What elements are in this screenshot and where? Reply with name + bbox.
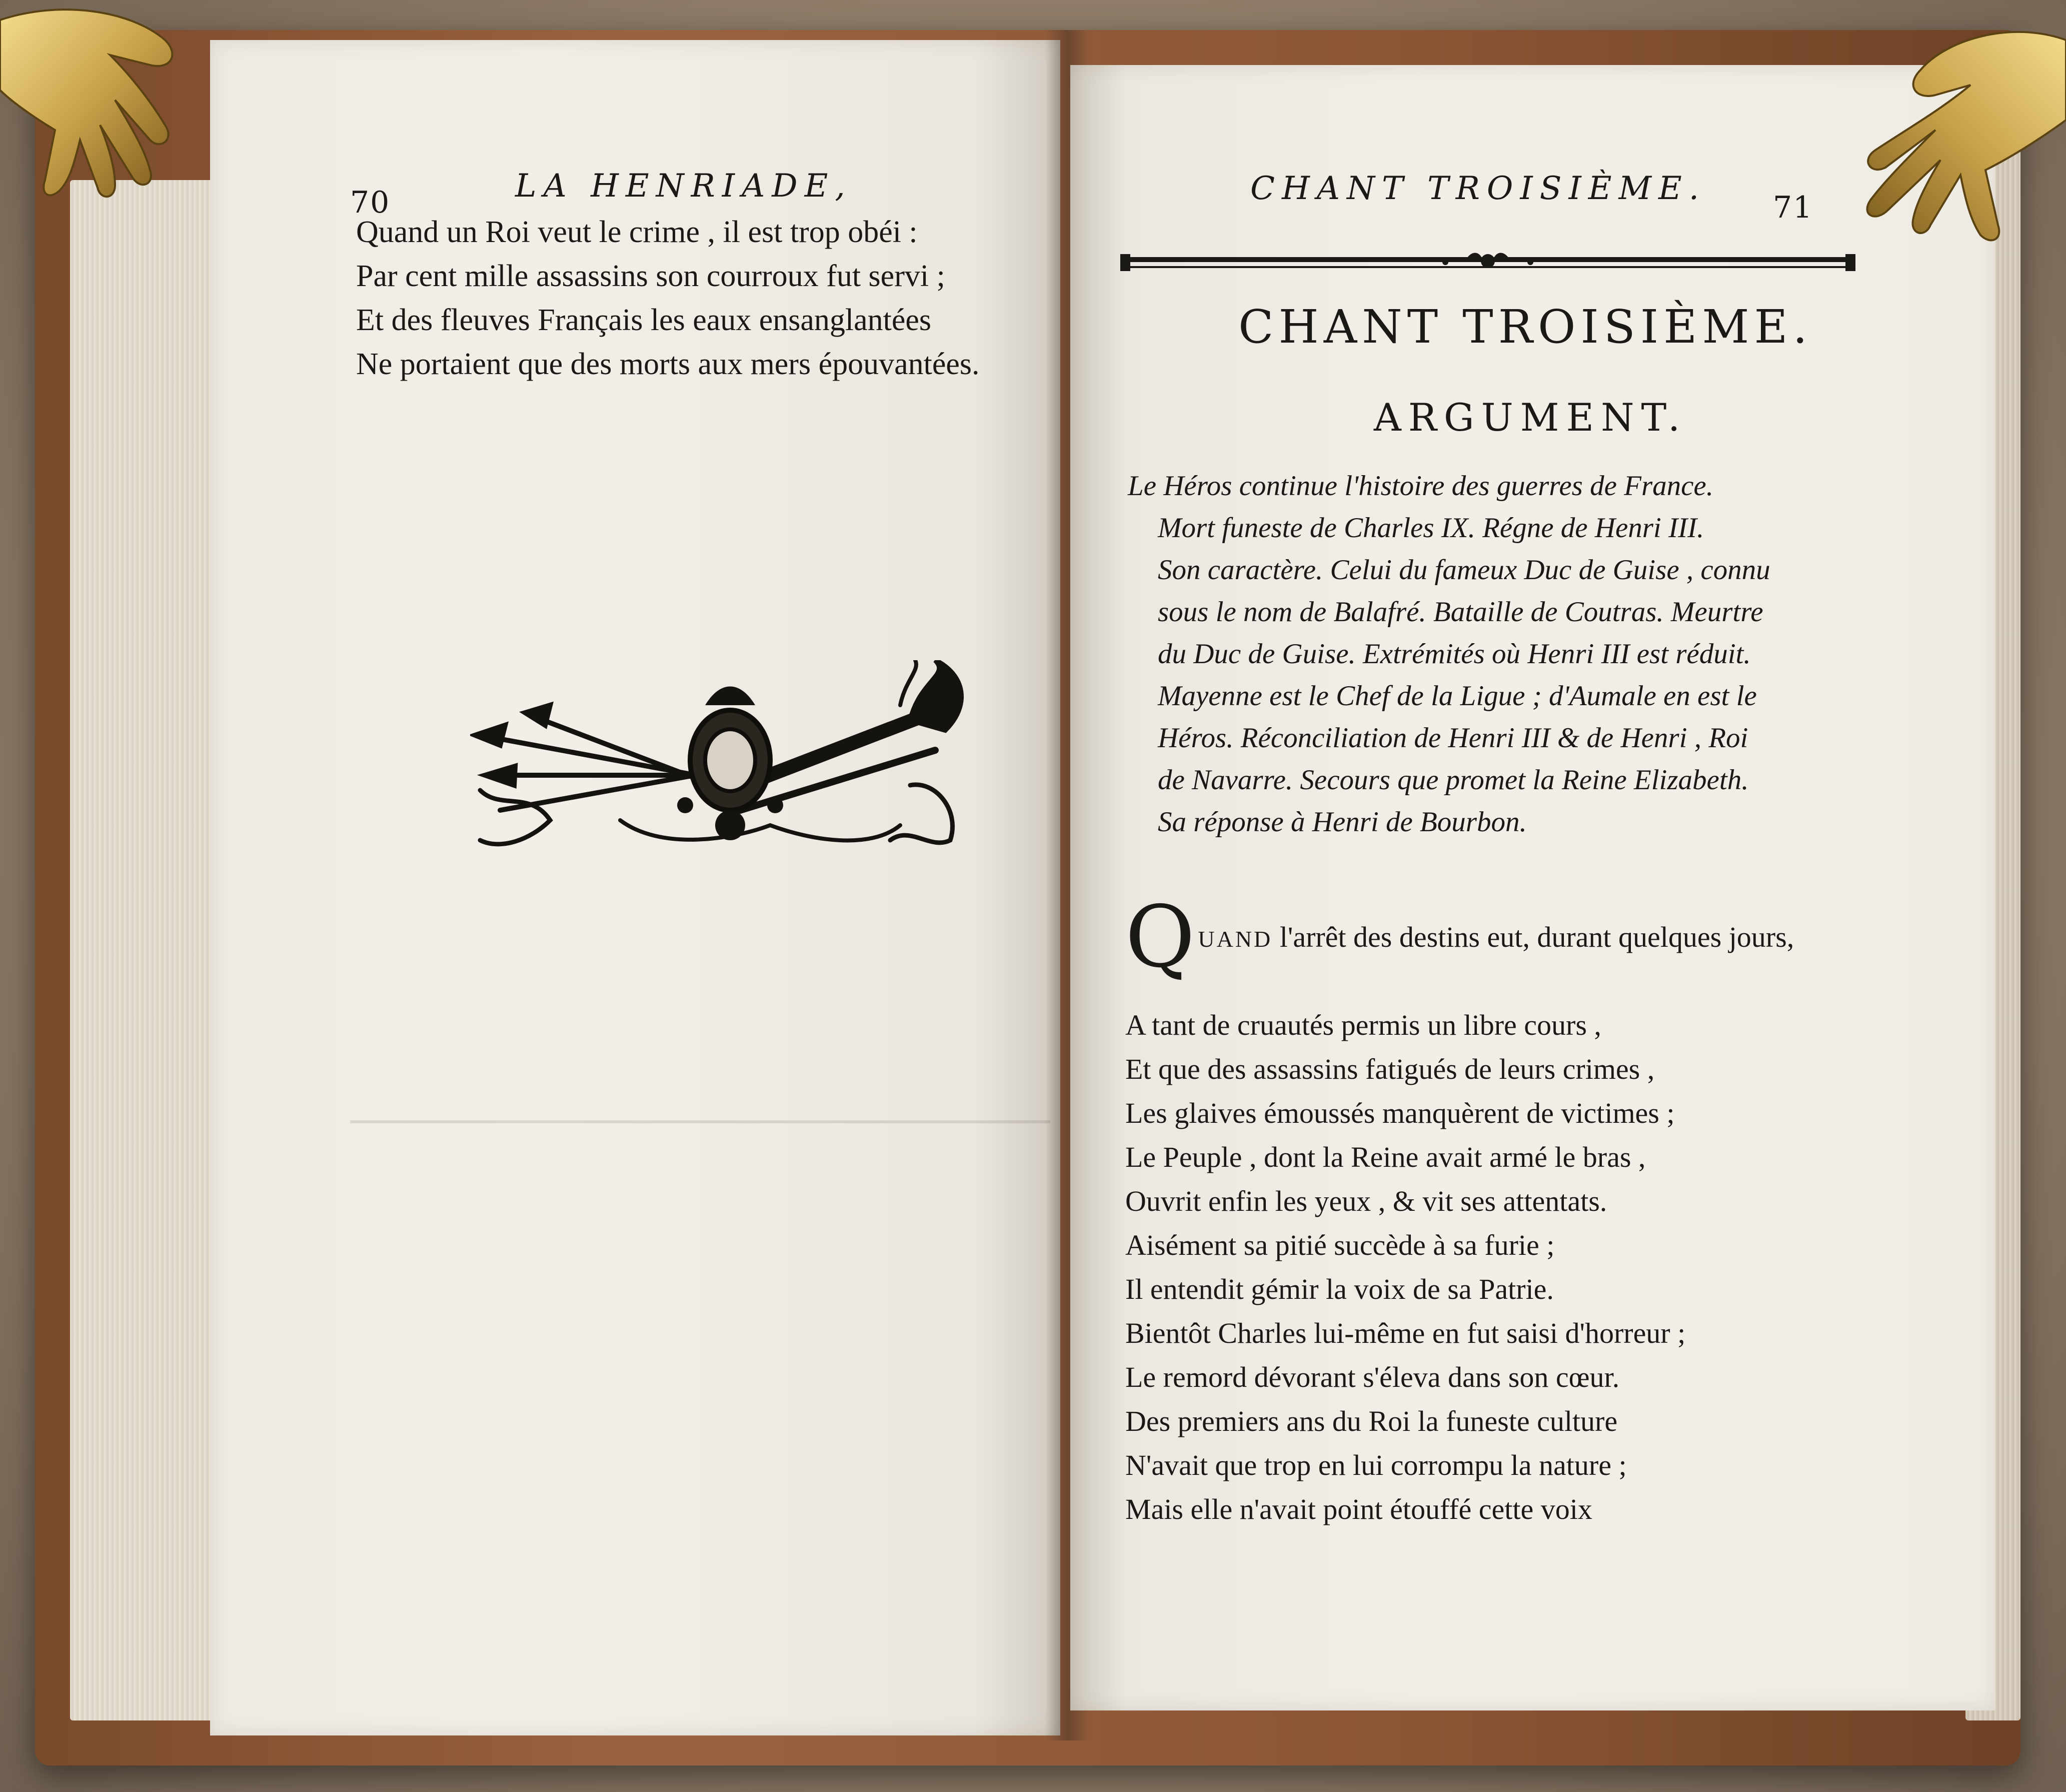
show-through-left: [350, 410, 358, 456]
argument-line: Sa réponse à Henri de Bourbon.: [1158, 806, 1527, 838]
poem-line: N'avait que trop en lui corrompu la nature ;: [1125, 1449, 1627, 1481]
left-page-number: 70: [350, 185, 391, 220]
poem-first-rest: l'arrêt des destins eut, durant quelques jours,: [1272, 921, 1794, 953]
argument-line: de Navarre. Secours que promet la Reine Elizabeth.: [1158, 764, 1749, 796]
chapter-title: CHANT TROISIÈME.: [1238, 300, 1812, 354]
argument-line: Son caractère. Celui du fameux Duc de Guise , connu: [1158, 554, 1770, 586]
poem-line: Aisément sa pitié succède à sa furie ;: [1125, 1229, 1555, 1261]
argument-line: Mayenne est le Chef de la Ligue ; d'Aumale en est le: [1158, 680, 1757, 712]
right-page-number: 71: [1773, 190, 1813, 225]
brass-hand-right: [1820, 10, 2066, 270]
argument-line: Le Héros continue l'histoire des guerres de France.: [1128, 470, 1713, 502]
left-verses: [356, 210, 980, 386]
poem-line: Bientôt Charles lui-même en fut saisi d'horreur ;: [1125, 1317, 1686, 1349]
argument-title: ARGUMENT.: [1373, 395, 1687, 440]
poem-line: Ouvrit enfin les yeux , & vit ses attentats.: [1125, 1185, 1607, 1217]
left-page-showthrough-rule: [350, 1120, 1050, 1123]
poem-line: Le remord dévorant s'éleva dans son cœur.: [1125, 1361, 1620, 1393]
argument-line: Mort funeste de Charles IX. Régne de Henri III.: [1158, 512, 1704, 544]
page-edges-left: [70, 180, 220, 1720]
poem-line: A tant de cruautés permis un libre cours ,: [1125, 1009, 1601, 1041]
poem-line: Il entendit gémir la voix de sa Patrie.: [1125, 1273, 1554, 1305]
poem-line: Mais elle n'avait point étouffé cette voix: [1125, 1493, 1592, 1525]
poem-line: Et que des assassins fatigués de leurs crimes ,: [1125, 1053, 1655, 1085]
poem-line: Des premiers ans du Roi la funeste culture: [1125, 1405, 1618, 1437]
poem-first-smallcaps: UAND: [1198, 926, 1273, 952]
poem-line: Les glaives émoussés manquèrent de victimes ;: [1125, 1097, 1675, 1129]
poem-line: Le Peuple , dont la Reine avait armé le bras ,: [1125, 1141, 1646, 1173]
left-running-head: LA HENRIADE,: [515, 168, 852, 205]
left-verse-line: Quand un Roi veut le crime , il est trop obéi :: [356, 215, 918, 249]
left-verse-line: Par cent mille assassins son courroux fut servi ;: [356, 259, 945, 293]
left-verse-line: Et des fleuves Français les eaux ensanglantées: [356, 303, 932, 337]
poem-first-line: [1125, 888, 1885, 1003]
poem-text: [1125, 888, 1885, 1531]
right-running-head: CHANT TROISIÈME.: [1250, 170, 1706, 207]
brass-hand-left: [0, 0, 260, 230]
headpiece-rule: [1120, 245, 1855, 285]
argument-line: du Duc de Guise. Extrémités où Henri III est réduit.: [1158, 638, 1751, 670]
argument-text: [1128, 465, 1868, 843]
left-verse-line: Ne portaient que des morts aux mers épouvantées.: [356, 347, 980, 381]
woodcut-ornament: [470, 660, 980, 875]
argument-line: Héros. Réconciliation de Henri III & de Henri , Roi: [1158, 722, 1748, 754]
drop-cap: Q: [1125, 888, 1195, 987]
argument-line: sous le nom de Balafré. Bataille de Coutras. Meurtre: [1158, 596, 1763, 628]
